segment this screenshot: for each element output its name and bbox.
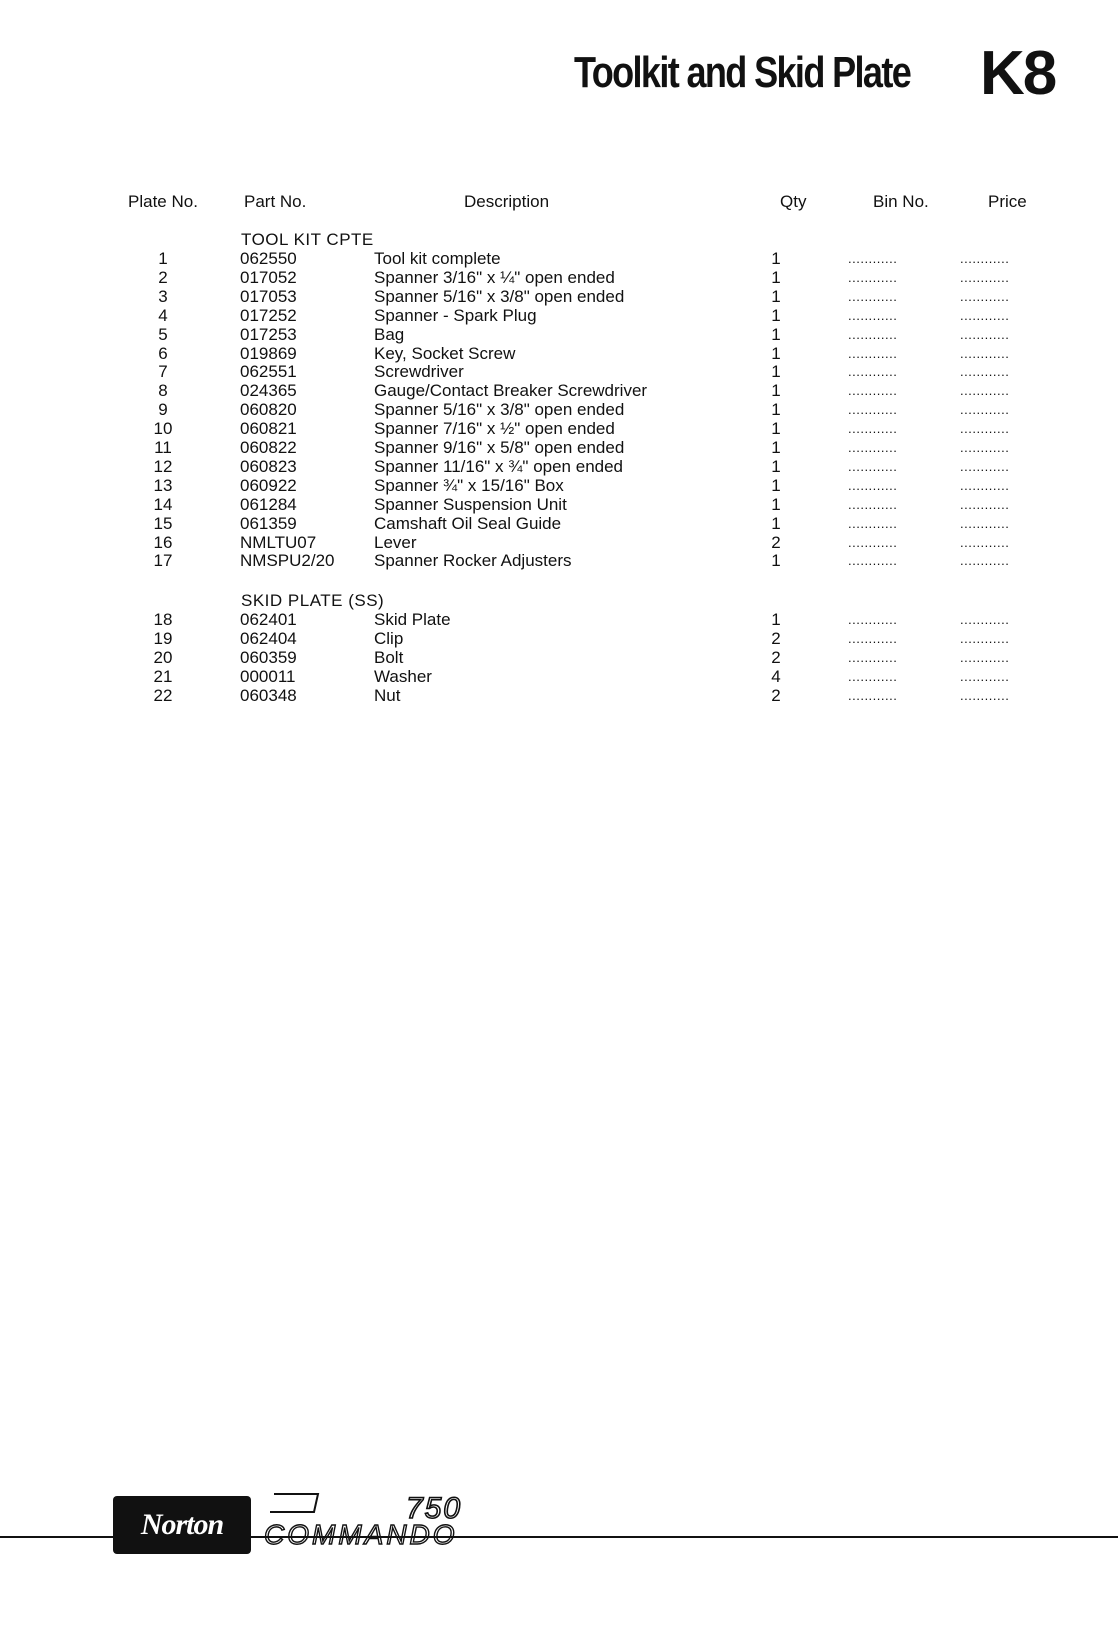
description-cell: Spanner 11/16" x ¾" open ended [374, 456, 624, 476]
qty-cell: 2 [771, 628, 781, 648]
qty-cell: 1 [771, 324, 781, 344]
bin-no-cell: ............ [848, 402, 898, 418]
section-heading: SKID PLATE (SS) [241, 591, 385, 610]
description-cell: Tool kit complete [374, 249, 501, 268]
part-no-cell: 060359 [240, 647, 297, 667]
plate-no-cell: 19 [153, 628, 173, 648]
part-no-cell: 060348 [240, 685, 297, 705]
model-name: COMMANDO [264, 1519, 458, 1550]
price-cell: ............ [960, 668, 1010, 684]
bin-no-cell: ............ [848, 251, 898, 266]
part-no-cell: 060823 [240, 456, 297, 476]
price-cell: ............ [960, 612, 1010, 627]
qty-cell: 1 [771, 494, 781, 514]
bin-no-cell: ............ [848, 687, 898, 703]
price-cell: ............ [960, 288, 1010, 304]
header-part-no: Part No. [244, 192, 307, 211]
header-plate-no: Plate No. [128, 192, 198, 211]
qty-cell: 1 [771, 456, 781, 476]
plate-no-cell: 1 [158, 249, 168, 268]
description-cell: Screwdriver [374, 362, 464, 382]
price-cell: ............ [960, 649, 1010, 665]
commando-logo [256, 1490, 546, 1550]
bin-no-cell: ............ [848, 345, 898, 361]
description-cell: Lever [374, 532, 417, 552]
price-cell: ............ [960, 345, 1010, 361]
plate-no-cell: 20 [153, 647, 173, 667]
description-cell: Spanner 3/16" x ¼" open ended [374, 267, 615, 287]
description-cell: Washer [374, 666, 432, 686]
plate-no-cell: 4 [158, 305, 168, 325]
price-cell: ............ [960, 383, 1010, 399]
plate-no-cell: 7 [158, 362, 168, 382]
bin-no-cell: ............ [848, 364, 898, 380]
description-cell: Spanner 5/16" x 3/8" open ended [374, 400, 625, 420]
bin-no-cell: ............ [848, 496, 898, 512]
description-cell: Spanner - Spark Plug [374, 305, 537, 325]
description-cell: Gauge/Contact Breaker Screwdriver [374, 381, 648, 401]
plate-no-cell: 21 [153, 666, 173, 686]
qty-cell: 1 [771, 400, 781, 420]
plate-no-cell: 3 [158, 286, 168, 306]
bin-no-cell: ............ [848, 307, 898, 323]
bin-no-cell: ............ [848, 515, 898, 531]
plate-no-cell: 11 [154, 438, 172, 457]
header-description: Description [464, 192, 550, 211]
price-cell: ............ [960, 326, 1010, 342]
qty-cell: 1 [771, 362, 781, 382]
qty-cell: 1 [771, 551, 781, 571]
qty-cell: 1 [771, 286, 781, 306]
price-cell: ............ [960, 269, 1010, 285]
price-cell: ............ [960, 687, 1010, 703]
description-cell: Skid Plate [374, 610, 451, 629]
part-no-cell: 017252 [240, 305, 297, 325]
description-cell: Spanner 7/16" x ½" open ended [374, 419, 615, 439]
qty-cell: 1 [771, 267, 781, 287]
plate-no-cell: 13 [153, 475, 173, 495]
description-cell: Spanner ¾" x 15/16" Box [374, 475, 564, 495]
plate-no-cell: 9 [158, 400, 168, 420]
price-cell: ............ [960, 402, 1010, 418]
bin-no-cell: ............ [848, 269, 898, 285]
description-cell: Clip [374, 628, 404, 648]
commando-c-flourish [270, 1494, 318, 1512]
header-price: Price [988, 192, 1027, 211]
bin-no-cell: ............ [848, 383, 898, 399]
price-cell: ............ [960, 421, 1010, 437]
qty-cell: 1 [771, 305, 781, 325]
bin-no-cell: ............ [848, 288, 898, 304]
price-cell: ............ [960, 534, 1010, 550]
bin-no-cell: ............ [848, 668, 898, 684]
part-no-cell: 060822 [240, 438, 297, 457]
plate-no-cell: 14 [153, 494, 173, 514]
part-no-cell: 062404 [240, 628, 297, 648]
bin-no-cell: ............ [848, 534, 898, 550]
qty-cell: 1 [771, 381, 781, 401]
price-cell: ............ [960, 630, 1010, 646]
description-cell: Bolt [374, 647, 404, 667]
qty-cell: 1 [771, 610, 781, 629]
price-cell: ............ [960, 440, 1010, 455]
section-heading: TOOL KIT CPTE [241, 230, 374, 249]
plate-no-cell: 17 [153, 551, 173, 571]
description-cell: Spanner Suspension Unit [374, 494, 567, 514]
part-no-cell: 061359 [240, 513, 297, 533]
part-no-cell: 017253 [240, 324, 297, 344]
plate-no-cell: 2 [158, 267, 168, 287]
description-cell: Spanner 5/16" x 3/8" open ended [374, 286, 625, 306]
bin-no-cell: ............ [848, 458, 898, 474]
qty-cell: 1 [771, 249, 781, 268]
model-number: 750 [406, 1492, 463, 1525]
bin-no-cell: ............ [848, 326, 898, 342]
qty-cell: 1 [771, 475, 781, 495]
plate-no-cell: 12 [153, 456, 173, 476]
qty-cell: 2 [771, 685, 781, 705]
part-no-cell: 017052 [240, 267, 297, 287]
price-cell: ............ [960, 496, 1010, 512]
plate-no-cell: 16 [153, 532, 173, 552]
page-title: Toolkit and Skid Plate [574, 48, 911, 97]
plate-no-cell: 22 [153, 685, 173, 705]
description-cell: Spanner Rocker Adjusters [374, 551, 572, 571]
price-cell: ............ [960, 458, 1010, 474]
qty-cell: 1 [771, 343, 781, 363]
description-cell: Spanner 9/16" x 5/8" open ended [374, 438, 625, 457]
part-no-cell: 000011 [240, 666, 296, 686]
price-cell: ............ [960, 515, 1010, 531]
qty-cell: 2 [771, 532, 781, 552]
bin-no-cell: ............ [848, 630, 898, 646]
qty-cell: 1 [771, 513, 781, 533]
part-no-cell: NMSPU2/20 [240, 551, 335, 571]
price-cell: ............ [960, 553, 1010, 569]
price-cell: ............ [960, 364, 1010, 380]
plate-no-cell: 18 [153, 610, 173, 629]
price-cell: ............ [960, 251, 1010, 266]
section-code: K8 [980, 39, 1056, 108]
part-no-cell: 019869 [240, 343, 297, 363]
header-qty: Qty [780, 192, 807, 211]
part-no-cell: 024365 [240, 381, 297, 401]
description-cell: Key, Socket Screw [374, 343, 516, 363]
part-no-cell: 060820 [240, 400, 297, 420]
plate-no-cell: 10 [153, 419, 173, 439]
part-no-cell: 060821 [240, 419, 297, 439]
part-no-cell: NMLTU07 [240, 532, 317, 552]
plate-no-cell: 6 [158, 343, 168, 363]
bin-no-cell: ............ [848, 649, 898, 665]
part-no-cell: 062401 [240, 610, 297, 629]
part-no-cell: 060922 [240, 475, 297, 495]
part-no-cell: 062551 [240, 362, 297, 382]
part-no-cell: 017053 [240, 286, 297, 306]
part-no-cell: 062550 [240, 249, 297, 268]
qty-cell: 4 [771, 666, 781, 686]
qty-cell: 2 [771, 647, 781, 667]
plate-no-cell: 15 [153, 513, 173, 533]
header-bin-no: Bin No. [873, 192, 929, 211]
bin-no-cell: ............ [848, 477, 898, 493]
bin-no-cell: ............ [848, 612, 898, 627]
price-cell: ............ [960, 307, 1010, 323]
description-cell: Bag [374, 324, 405, 344]
qty-cell: 1 [771, 419, 781, 439]
bin-no-cell: ............ [848, 440, 898, 455]
norton-logo [113, 1496, 251, 1554]
norton-logo-text: Norton [140, 1508, 224, 1541]
bin-no-cell: ............ [848, 553, 898, 569]
description-cell: Camshaft Oil Seal Guide [374, 513, 562, 533]
part-no-cell: 061284 [240, 494, 297, 514]
bin-no-cell: ............ [848, 421, 898, 437]
plate-no-cell: 5 [158, 324, 168, 344]
plate-no-cell: 8 [158, 381, 168, 401]
description-cell: Nut [374, 685, 401, 705]
price-cell: ............ [960, 477, 1010, 493]
qty-cell: 1 [771, 438, 781, 457]
